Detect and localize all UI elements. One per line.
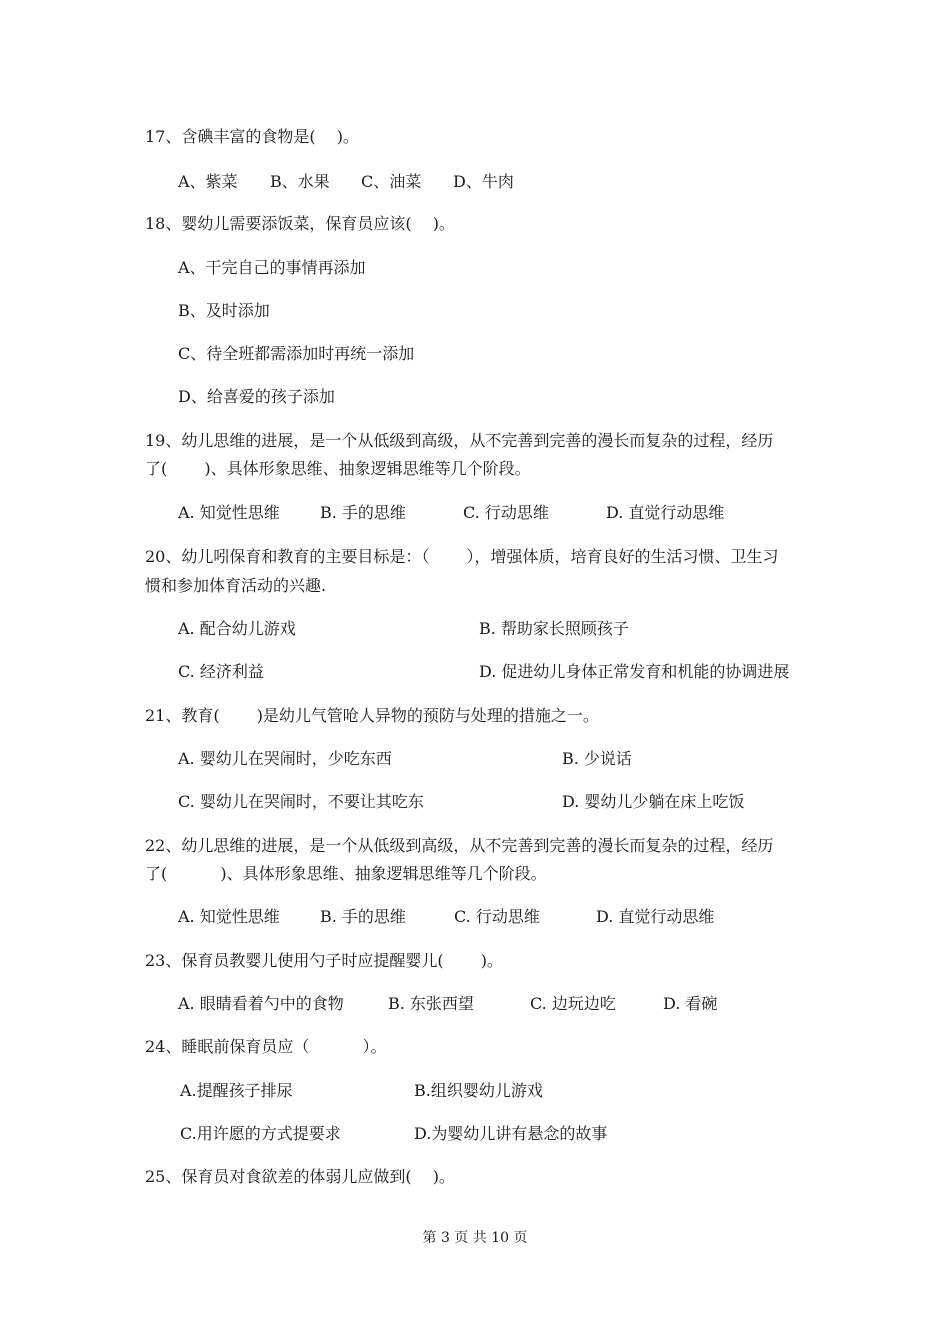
question-20-stem-line-2: 惯和参加体育活动的兴趣. xyxy=(145,576,327,595)
question-17-option-a: A、紫菜 xyxy=(178,172,238,191)
question-23-option-d: D. 看碗 xyxy=(663,994,718,1013)
question-19-option-c: C. 行动思维 xyxy=(463,503,549,522)
question-24-option-d: D.为婴幼儿讲有悬念的故事 xyxy=(414,1124,608,1143)
question-19-option-b: B. 手的思维 xyxy=(320,503,406,522)
question-21-stem: 21、教育( )是幼儿气管呛人异物的预防与处理的措施之一。 xyxy=(145,706,599,725)
question-23-option-b: B. 东张西望 xyxy=(388,994,474,1013)
question-23-stem: 23、保育员教婴儿使用勺子时应提醒婴儿( )。 xyxy=(145,951,503,970)
question-17-stem: 17、含碘丰富的食物是( )。 xyxy=(145,127,359,146)
question-25-stem: 25、保育员对食欲差的体弱儿应做到( )。 xyxy=(145,1167,455,1186)
question-22-stem-line-1: 22、幼儿思维的进展，是一个从低级到高级，从不完善到完善的漫长而复杂的过程，经历 xyxy=(145,836,774,855)
question-22-option-a: A. 知觉性思维 xyxy=(178,907,280,926)
question-19-option-a: A. 知觉性思维 xyxy=(178,503,280,522)
question-22-option-b: B. 手的思维 xyxy=(320,907,406,926)
question-20-option-d: D. 促进幼儿身体正常发育和机能的协调进展 xyxy=(479,662,790,681)
question-19-stem-line-2: 了( )、具体形象思维、抽象逻辑思维等几个阶段。 xyxy=(145,459,531,478)
question-20-option-b: B. 帮助家长照顾孩子 xyxy=(479,619,629,638)
question-20-stem-line-1: 20、幼儿吲保育和教育的主要目标是：（ ），增强体质，培育良好的生活习惯、卫生习 xyxy=(145,547,779,566)
question-24-stem: 24、睡眠前保育员应（ ）。 xyxy=(145,1037,387,1056)
question-18-option-c: C、待全班都需添加时再统一添加 xyxy=(178,344,415,363)
question-24-option-a: A.提醒孩子排尿 xyxy=(180,1081,293,1100)
question-18-option-a: A、干完自己的事情再添加 xyxy=(178,258,366,277)
question-21-option-a: A. 婴幼儿在哭闹时，少吃东西 xyxy=(178,749,392,768)
question-17-option-d: D、牛肉 xyxy=(453,172,514,191)
question-21-option-c: C. 婴幼儿在哭闹时，不要让其吃东 xyxy=(178,792,424,811)
question-18-stem: 18、婴幼儿需要添饭菜，保育员应该( )。 xyxy=(145,214,455,233)
question-18-option-d: D、给喜爱的孩子添加 xyxy=(178,387,335,406)
question-18-option-b: B、及时添加 xyxy=(178,301,270,320)
question-23-option-a: A. 眼睛看着勺中的食物 xyxy=(178,994,344,1013)
question-17-option-b: B、水果 xyxy=(270,172,330,191)
question-21-option-d: D. 婴幼儿少躺在床上吃饭 xyxy=(562,792,745,811)
question-22-option-c: C. 行动思维 xyxy=(454,907,540,926)
question-20-option-c: C. 经济利益 xyxy=(178,662,264,681)
question-20-option-a: A. 配合幼儿游戏 xyxy=(178,619,296,638)
question-21-option-b: B. 少说话 xyxy=(562,749,632,768)
question-24-option-c: C.用许愿的方式提要求 xyxy=(180,1124,341,1143)
question-23-option-c: C. 边玩边吃 xyxy=(530,994,616,1013)
question-19-stem-line-1: 19、幼儿思维的进展，是一个从低级到高级，从不完善到完善的漫长而复杂的过程，经历 xyxy=(145,431,774,450)
question-19-option-d: D. 直觉行动思维 xyxy=(606,503,725,522)
question-22-stem-line-2: 了( )、具体形象思维、抽象逻辑思维等几个阶段。 xyxy=(145,864,547,883)
question-24-option-b: B.组织婴幼儿游戏 xyxy=(414,1081,543,1100)
page-number-footer: 第 3 页 共 10 页 xyxy=(422,1230,528,1246)
question-22-option-d: D. 直觉行动思维 xyxy=(596,907,715,926)
question-17-option-c: C、油菜 xyxy=(361,172,422,191)
